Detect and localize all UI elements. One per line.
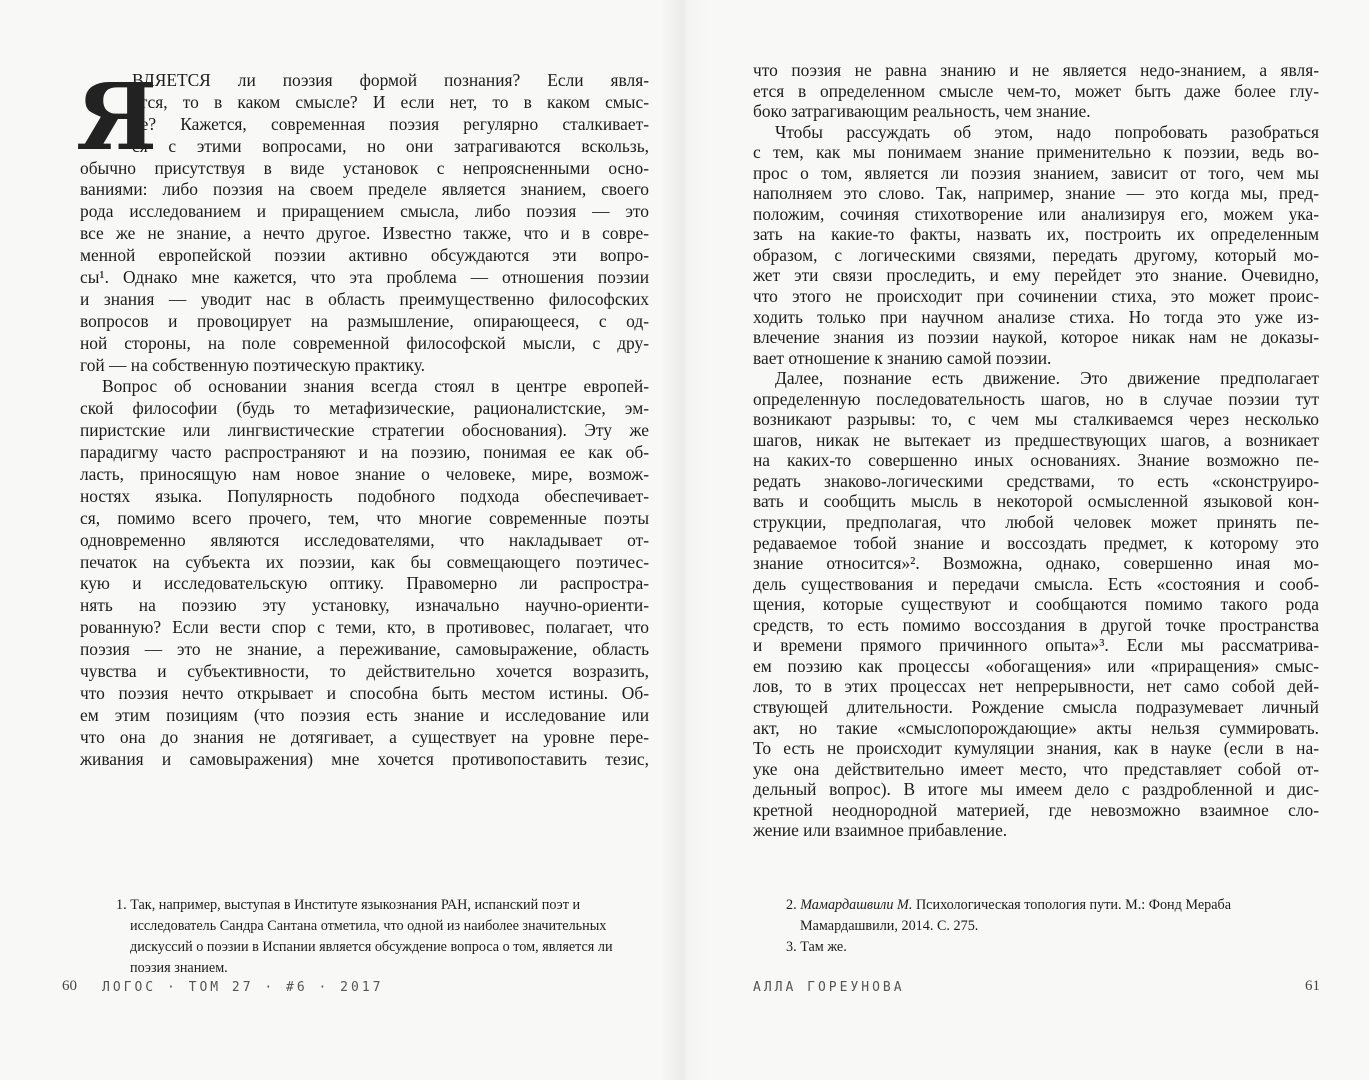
text-line: наполняем это слово. Так, например, знание — это когда мы, пред-: [753, 183, 1319, 204]
text-line: и знания — уводит нас в область преимущественно философских: [80, 288, 649, 309]
text-line: ласть, приносящую нам новое знание о человеке, мире, возмож-: [80, 464, 649, 485]
text-line: зать на какие-то факты, назвать их, построить их определенным: [753, 224, 1319, 245]
footnote-1: 1. Так, например, выступая в Институте языкознания РАН, испанский поэт и исследователь Сандра Сантана отметила, что одной из наиболее значительных дискуссий о поэзии в Испании является обсуждение вопроса о том, является ли поэзия знанием.: [116, 897, 613, 976]
text-line: обычно присутствуя в виде установок с непроясненными осно-: [80, 157, 649, 178]
text-line: ле? Кажется, современная поэзия регулярно сталкивает-: [132, 113, 649, 134]
text-line: Вопрос об основании знания всегда стоял в центре европей-: [102, 376, 649, 397]
text-line: положим, сочиняя стихотворение или анализируя его, можем ука-: [753, 203, 1319, 224]
footnote-text: Там же.: [800, 939, 847, 955]
footnote-2: [786, 895, 1296, 937]
text-line: что этого не происходит при сочинении стиха, это может проис-: [753, 286, 1319, 307]
text-line: печаток на субъекта их поэзии, как бы совмещающего поэтичес-: [80, 551, 649, 572]
text-line: все же не знание, а нечто другое. Известно также, что и в совре-: [80, 223, 649, 244]
left-page-body: [76, 63, 649, 771]
book-gutter-shadow: [660, 0, 710, 1080]
paragraph: [753, 122, 1319, 369]
paragraph: [753, 368, 1319, 841]
running-head-left: ЛОГОС · ТОМ 27 · #6 · 2017: [102, 980, 384, 995]
text-line: сы¹. Однако мне кажется, что эта проблема — отношения поэзии: [80, 267, 649, 288]
text-line: живания и самовыражения) мне хочется противопоставить тезис,: [80, 748, 649, 769]
page-number-left: 60: [62, 978, 77, 994]
text-line: знание относится»². Возможна, однако, совершенно иная мо-: [753, 553, 1319, 574]
page-number-right: 61: [1305, 978, 1320, 994]
text-line: вает отношение к знанию самой поэзии.: [753, 347, 1052, 368]
text-line: одновременно являются исследователями, что накладывает от-: [80, 529, 649, 550]
text-line: кую и исследовательскую оптику. Правомерно ли распростра-: [80, 573, 649, 594]
text-line: рованную? Если вести спор с теми, кто, в противовес, полагает, что: [80, 617, 649, 638]
text-line: струкции, предполагая, что любой человек может принять пе-: [753, 512, 1319, 533]
text-line: средств, то есть помимо воссоздания в другой точке пространства: [753, 614, 1319, 635]
text-line: щения, которые существуют и сообщаются помимо такого рода: [753, 594, 1319, 615]
right-page-body: [753, 60, 1319, 841]
text-line: редаваемое тобой знание и воссоздать предмет, к которому это: [753, 532, 1319, 553]
paragraph: [80, 70, 649, 376]
text-line: уке она действительно имеет место, что представляет собой от-: [753, 758, 1319, 779]
text-line: ем этим позициям (что поэзия есть знание и исследование или: [80, 704, 649, 725]
text-line: ется в определенном смысле чем-то, может быть даже более глу-: [753, 80, 1319, 101]
footnote-number: 2.: [786, 897, 797, 913]
text-line: вопросов и провоцирует на размышление, опирающееся, с од-: [80, 310, 649, 331]
text-line: ствующей длительности. Рождение смысла подразумевает личный: [753, 696, 1319, 717]
text-line: ВЛЯЕТСЯ ли поэзия формой познания? Если явля-: [132, 70, 649, 90]
text-line: гой — на собственную поэтическую практику.: [80, 354, 426, 375]
text-line: дельный вопрос). В итоге мы имеем дело с раздробленной и дис-: [753, 779, 1319, 800]
right-footnotes: [786, 895, 1296, 958]
text-line: редать знаково-логическими средствами, то есть «сконструиро-: [753, 470, 1319, 491]
text-line: Далее, познание есть движение. Это движение предполагает: [775, 368, 1319, 389]
text-line: боко затрагивающим реальность, чем знание.: [753, 101, 1091, 122]
text-line: Чтобы рассуждать об этом, надо попробовать разобраться: [775, 121, 1319, 142]
text-line: образом, с логическими связями, передать другому, который мо-: [753, 244, 1319, 265]
text-line: дель существования и передачи смысла. Есть «состояния и сооб-: [753, 573, 1319, 594]
text-line: ской философии (будь то метафизические, рационалистские, эм-: [80, 398, 649, 419]
text-line: возникают разрывы: то, с чем мы сталкиваемся через несколько: [753, 409, 1319, 430]
text-line: определенную последовательность шагов, но в случае поэзии тут: [753, 388, 1319, 409]
footnote-number: 3.: [786, 939, 797, 955]
text-line: чувства и субъективности, то действительно хочется возразить,: [80, 661, 649, 682]
text-line: ся с этими вопросами, но они затрагиваются вскользь,: [132, 135, 649, 156]
text-line: и времени прямого причинного опыта»³. Если мы рассматрива-: [753, 635, 1319, 656]
text-line: ется, то в каком смысле? И если нет, то в каком смыс-: [132, 91, 649, 112]
text-line: парадигму часто распространяют и на поэзию, понимая ее как об-: [80, 442, 649, 463]
text-line: лов, то в этих процессах нет непрерывности, нет само собой дей-: [753, 676, 1319, 697]
text-line: вать и сообщить мысль в некоторой осмысленной языковой кон-: [753, 491, 1319, 512]
text-line: ся, помимо всего прочего, тем, что многие современные поэты: [80, 507, 649, 528]
text-line: ной стороны, на поле современной философской мысли, с дру-: [80, 332, 649, 353]
text-line: шагов, никак не вытекает из предшествующих шагов, а возникает: [753, 429, 1319, 450]
text-line: нять на поэзию эту установку, изначально научно-ориенти-: [80, 595, 649, 616]
text-line: кретной неоднородной материей, где невозможно взаимное сло-: [753, 799, 1319, 820]
paragraph: [80, 376, 649, 770]
text-line: менной европейской поэзии активно обсуждаются эти вопро-: [80, 245, 649, 266]
text-line: То есть не происходит кумуляции знания, как в науке (если в на-: [753, 738, 1319, 759]
drop-cap: Я: [76, 63, 158, 171]
footnote-text: Психологическая топология пути. М.: Фонд Мераба Мамардашвили, 2014. С. 275.: [800, 897, 1232, 934]
text-line: влечение знания из поэзии наукой, которое никак нам не доказы-: [753, 327, 1319, 348]
text-line: что поэзия нечто открывает и способна быть местом истины. Об-: [80, 682, 649, 703]
text-line: жет эти связи проследить, и ему перейдет это знание. Очевидно,: [753, 265, 1319, 286]
text-line: поэзия — это не знание, а переживание, самовыражение, область: [80, 639, 649, 660]
text-line: пиристские или лингвистические стратегии обоснования). Эту же: [80, 420, 649, 441]
text-line: с тем, как мы понимаем знание применительно к поэзии, ведь во-: [753, 142, 1319, 163]
footnote-author: Мамардашвили М.: [800, 897, 913, 913]
text-line: жение или взаимное прибавление.: [753, 820, 1008, 841]
text-line: ходить только при научном анализе стиха. Но тогда это уже из-: [753, 306, 1319, 327]
text-line: ностях языка. Популярность подобного подхода обеспечивает-: [80, 485, 649, 506]
left-footnotes: [116, 895, 616, 979]
text-line: на каких-то совершенно иных основаниях. Знание возможно пе-: [753, 450, 1319, 471]
text-line: акт, но такие «смыслопорождающие» акты нельзя суммировать.: [753, 717, 1319, 738]
text-line: что поэзия не равна знанию и не является недо-знанием, а явля-: [753, 60, 1319, 80]
footnote-3: [786, 937, 1296, 958]
text-line: рода исследованием и приращением смысла, либо поэзия — это: [80, 201, 649, 222]
text-line: что она до знания не дотягивает, а существует на уровне пере-: [80, 726, 649, 747]
text-line: ем поэзию как процессы «обогащения» или «приращения» смыс-: [753, 655, 1319, 676]
running-head-right: АЛЛА ГОРЕУНОВА: [753, 980, 905, 995]
text-line: прос о том, является ли поэзия знанием, зависит от того, чем мы: [753, 162, 1319, 183]
text-line: ваниями: либо поэзия на своем пределе является знанием, своего: [80, 179, 649, 200]
paragraph: [753, 60, 1319, 122]
